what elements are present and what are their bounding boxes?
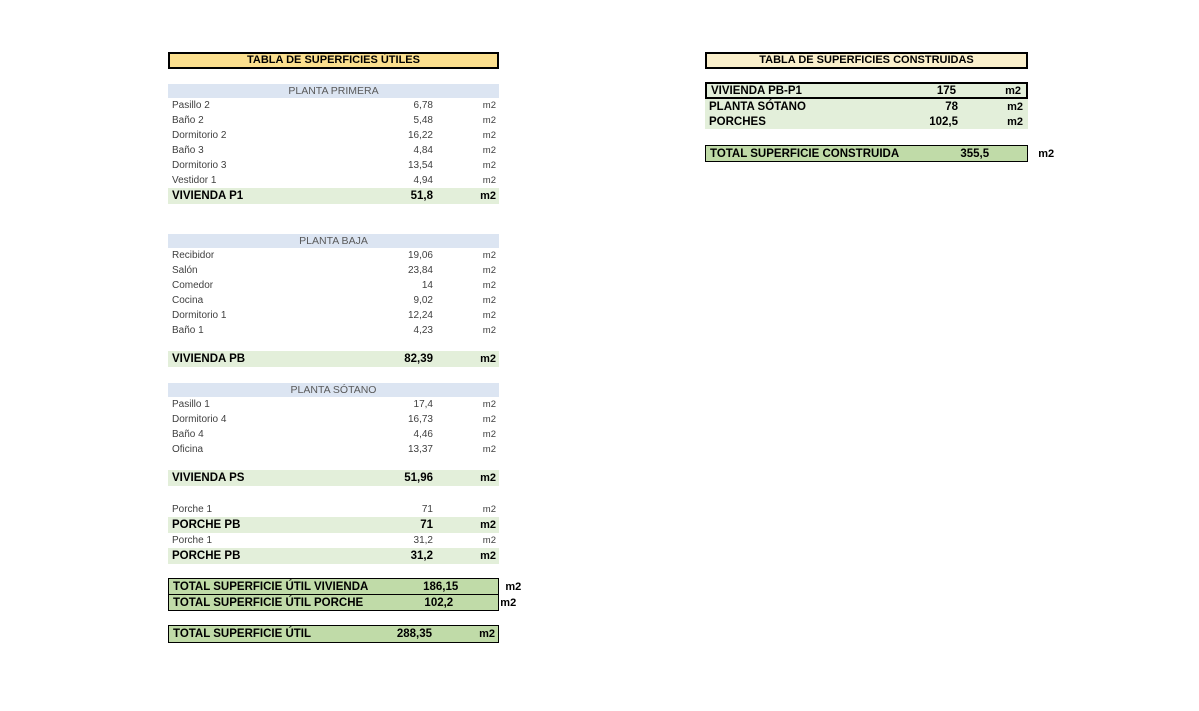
table-row bbox=[168, 308, 499, 323]
row-label: Baño 4 bbox=[172, 429, 204, 440]
row-value: 51,96 bbox=[404, 472, 433, 484]
table-row bbox=[168, 173, 499, 188]
row-unit: m2 bbox=[482, 160, 496, 171]
grand-total-box bbox=[168, 625, 499, 643]
subtotal-row bbox=[168, 351, 499, 367]
row-label: Dormitorio 4 bbox=[172, 414, 227, 425]
section-header: PLANTA BAJA bbox=[168, 234, 499, 248]
row-label: Porche 1 bbox=[172, 535, 213, 546]
table-row bbox=[168, 128, 499, 143]
row-value: 13,54 bbox=[407, 160, 433, 171]
table-row bbox=[168, 427, 499, 442]
totals-group bbox=[168, 578, 522, 611]
table-row bbox=[705, 82, 1028, 99]
row-value: 71 bbox=[420, 519, 433, 531]
row-unit: m2 bbox=[482, 325, 496, 336]
row-unit: m2 bbox=[480, 353, 496, 365]
row-unit: m2 bbox=[480, 190, 496, 202]
row-unit: m2 bbox=[505, 580, 522, 593]
row-label: TOTAL SUPERFICIE CONSTRUIDA bbox=[710, 147, 900, 160]
row-label: PORCHE PB bbox=[172, 519, 241, 531]
row-unit: m2 bbox=[482, 310, 496, 321]
total-box bbox=[705, 145, 1055, 162]
row-unit: m2 bbox=[500, 596, 517, 609]
row-unit: m2 bbox=[482, 295, 496, 306]
tabla-superficies-utiles bbox=[168, 52, 522, 643]
spacer-row bbox=[168, 338, 499, 351]
row-unit: m2 bbox=[482, 429, 496, 440]
tabla-superficies-construidas bbox=[705, 52, 1055, 162]
section-header: PLANTA SÓTANO bbox=[168, 383, 499, 397]
table-row bbox=[168, 502, 499, 517]
section-porches bbox=[168, 502, 499, 564]
row-unit: m2 bbox=[482, 280, 496, 291]
row-value: 71 bbox=[421, 504, 433, 515]
table-row bbox=[168, 113, 499, 128]
table-row bbox=[168, 533, 499, 548]
row-value: 102,5 bbox=[929, 115, 958, 128]
table-row bbox=[168, 323, 499, 338]
spacer-row bbox=[168, 457, 499, 470]
row-value: 102,2 bbox=[424, 596, 454, 609]
section-planta-baja bbox=[168, 234, 499, 367]
subtotal-row bbox=[168, 470, 499, 486]
row-label: Dormitorio 3 bbox=[172, 160, 227, 171]
row-value: 82,39 bbox=[404, 353, 433, 365]
row-value: 6,78 bbox=[413, 100, 433, 111]
row-value: 78 bbox=[945, 100, 958, 113]
row-value: 51,8 bbox=[410, 190, 433, 202]
row-unit: m2 bbox=[482, 145, 496, 156]
row-value: 5,48 bbox=[413, 115, 433, 126]
row-label: PORCHES bbox=[709, 115, 766, 128]
row-unit: m2 bbox=[482, 399, 496, 410]
row-label: Vestidor 1 bbox=[172, 175, 217, 186]
row-value: 4,94 bbox=[413, 175, 433, 186]
row-value: 19,06 bbox=[407, 250, 433, 261]
row-label: VIVIENDA PB-P1 bbox=[711, 84, 802, 97]
subtotal-row bbox=[168, 548, 499, 564]
table-row bbox=[168, 248, 499, 263]
row-unit: m2 bbox=[482, 100, 496, 111]
row-unit: m2 bbox=[479, 628, 495, 640]
row-label: VIVIENDA PB bbox=[172, 353, 246, 365]
row-label: Recibidor bbox=[172, 250, 215, 261]
row-unit: m2 bbox=[482, 250, 496, 261]
row-label: Baño 2 bbox=[172, 115, 204, 126]
row-value: 31,2 bbox=[410, 550, 433, 562]
row-label: Baño 1 bbox=[172, 325, 204, 336]
row-label: Pasillo 1 bbox=[172, 399, 210, 410]
row-unit: m2 bbox=[480, 550, 496, 562]
row-label: PLANTA SÓTANO bbox=[709, 100, 806, 113]
row-label: Dormitorio 1 bbox=[172, 310, 227, 321]
row-unit: m2 bbox=[1005, 84, 1021, 97]
row-label: Oficina bbox=[172, 444, 204, 455]
row-label: Baño 3 bbox=[172, 145, 204, 156]
row-label: Pasillo 2 bbox=[172, 100, 210, 111]
row-label: Porche 1 bbox=[172, 504, 213, 515]
row-label: TOTAL SUPERFICIE ÚTIL PORCHE bbox=[173, 596, 364, 609]
row-value: 13,37 bbox=[407, 444, 433, 455]
row-value: 9,02 bbox=[413, 295, 433, 306]
right-table-title: TABLA DE SUPERFICIES CONSTRUIDAS bbox=[705, 52, 1028, 69]
total-row bbox=[169, 595, 517, 610]
row-value: 175 bbox=[936, 84, 956, 97]
row-label: Salón bbox=[172, 265, 198, 276]
row-unit: m2 bbox=[482, 414, 496, 425]
row-unit: m2 bbox=[482, 175, 496, 186]
grand-total-row bbox=[169, 626, 498, 642]
row-value: 14 bbox=[421, 280, 433, 291]
row-value: 186,15 bbox=[423, 580, 459, 593]
row-unit: m2 bbox=[480, 519, 496, 531]
row-unit: m2 bbox=[482, 265, 496, 276]
row-value: 4,84 bbox=[413, 145, 433, 156]
row-value: 4,46 bbox=[413, 429, 433, 440]
row-label: Dormitorio 2 bbox=[172, 130, 227, 141]
table-row bbox=[168, 143, 499, 158]
row-value: 17,4 bbox=[413, 399, 433, 410]
table-row bbox=[168, 158, 499, 173]
table-row bbox=[168, 397, 499, 412]
row-unit: m2 bbox=[1007, 115, 1023, 128]
row-unit: m2 bbox=[480, 472, 496, 484]
total-row bbox=[169, 579, 522, 595]
row-value: 16,73 bbox=[407, 414, 433, 425]
row-value: 23,84 bbox=[407, 265, 433, 276]
row-label: Cocina bbox=[172, 295, 204, 306]
total-row bbox=[706, 146, 1055, 161]
table-row bbox=[168, 293, 499, 308]
table-row bbox=[168, 263, 499, 278]
section-planta-sotano bbox=[168, 383, 499, 486]
row-label: VIVIENDA PS bbox=[172, 472, 245, 484]
row-label: PORCHE PB bbox=[172, 550, 241, 562]
subtotal-row bbox=[168, 188, 499, 204]
row-unit: m2 bbox=[1038, 147, 1055, 160]
table-row bbox=[168, 278, 499, 293]
table-row bbox=[168, 412, 499, 427]
section-planta-primera bbox=[168, 84, 499, 204]
row-value: 355,5 bbox=[960, 147, 990, 160]
row-label: Comedor bbox=[172, 280, 214, 291]
table-row bbox=[705, 99, 1028, 114]
row-unit: m2 bbox=[482, 115, 496, 126]
row-value: 16,22 bbox=[407, 130, 433, 141]
row-unit: m2 bbox=[482, 130, 496, 141]
row-label: VIVIENDA P1 bbox=[172, 190, 244, 202]
table-row bbox=[168, 98, 499, 113]
section-header: PLANTA PRIMERA bbox=[168, 84, 499, 98]
row-unit: m2 bbox=[482, 504, 496, 515]
table-row bbox=[705, 114, 1028, 129]
row-value: 31,2 bbox=[413, 535, 433, 546]
row-value: 4,23 bbox=[413, 325, 433, 336]
row-value: 12,24 bbox=[407, 310, 433, 321]
subtotal-row bbox=[168, 517, 499, 533]
row-unit: m2 bbox=[482, 535, 496, 546]
row-unit: m2 bbox=[482, 444, 496, 455]
row-label: TOTAL SUPERFICIE ÚTIL VIVIENDA bbox=[173, 580, 369, 593]
row-value: 288,35 bbox=[396, 628, 432, 640]
left-table-title: TABLA DE SUPERFICIES ÚTILES bbox=[168, 52, 499, 69]
row-unit: m2 bbox=[1007, 100, 1023, 113]
row-label: TOTAL SUPERFICIE ÚTIL bbox=[173, 628, 312, 640]
table-row bbox=[168, 442, 499, 457]
